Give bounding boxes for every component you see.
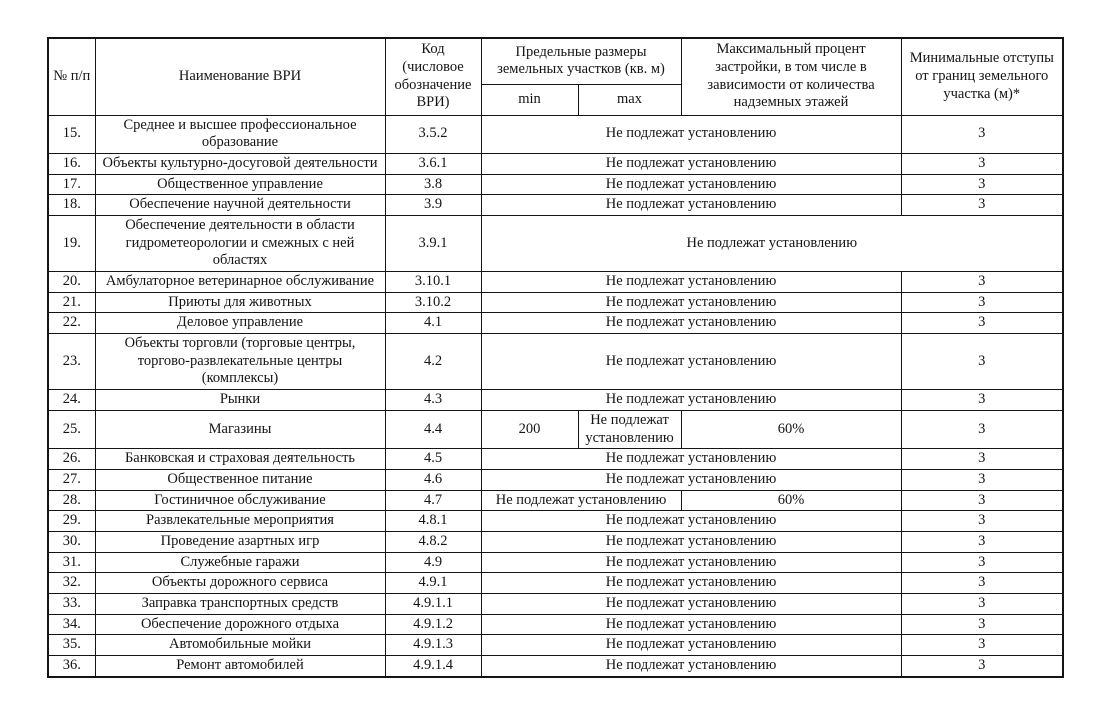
table-row [48,656,1063,677]
value-cell: 3 [901,410,1063,448]
value-cell: 3 [901,635,1063,656]
vri-name-cell: Приюты для животных [95,292,385,313]
vri-name-cell: Среднее и высшее профессиональное образование [95,115,385,153]
value-cell: Не подлежат установлению [481,449,901,470]
value-cell: Не подлежат установлению [481,656,901,677]
row-number-cell: 17. [48,174,95,195]
table-row [48,215,1063,271]
table-row [48,614,1063,635]
header-min-setback: Минимальные отступы от границ земельного участка (м)* [901,38,1063,115]
row-number-cell: 24. [48,390,95,411]
row-number-cell: 27. [48,469,95,490]
vri-parameters-table [47,37,1064,678]
vri-name-cell: Обеспечение деятельности в области гидрометеорологии и смежных с ней областях [95,215,385,271]
value-cell: Не подлежат установлению [481,531,901,552]
table-row [48,195,1063,216]
value-cell: 3 [901,272,1063,293]
vri-name-cell: Ремонт автомобилей [95,656,385,677]
table-row [48,531,1063,552]
vri-name-cell: Объекты дорожного сервиса [95,573,385,594]
row-number-cell: 36. [48,656,95,677]
table-header [48,38,1063,115]
code-cell: 4.9.1.4 [385,656,481,677]
table-row [48,449,1063,470]
table-row [48,635,1063,656]
vri-name-cell: Обеспечение дорожного отдыха [95,614,385,635]
row-number-cell: 29. [48,511,95,532]
table-row [48,552,1063,573]
header-code: Код (числовое обозначение ВРИ) [385,38,481,115]
header-plot-size-group: Предельные размеры земельных участков (кв. м) [481,38,681,84]
value-cell: Не подлежат установлению [481,215,1063,271]
code-cell: 3.5.2 [385,115,481,153]
row-number-cell: 28. [48,490,95,511]
code-cell: 3.8 [385,174,481,195]
vri-name-cell: Общественное управление [95,174,385,195]
code-cell: 4.3 [385,390,481,411]
value-cell: Не подлежат установлению [481,174,901,195]
vri-name-cell: Гостиничное обслуживание [95,490,385,511]
vri-name-cell: Рынки [95,390,385,411]
code-cell: 4.9 [385,552,481,573]
value-cell: 3 [901,174,1063,195]
vri-name-cell: Объекты культурно-досуговой деятельности [95,153,385,174]
code-cell: 4.2 [385,334,481,390]
table-row [48,490,1063,511]
code-cell: 4.6 [385,469,481,490]
row-number-cell: 35. [48,635,95,656]
row-number-cell: 23. [48,334,95,390]
code-cell: 4.9.1 [385,573,481,594]
value-cell: 3 [901,573,1063,594]
table-row [48,511,1063,532]
vri-name-cell: Деловое управление [95,313,385,334]
vri-name-cell: Магазины [95,410,385,448]
value-cell: 200 [481,410,578,448]
value-cell: Не подлежат установлению [481,469,901,490]
value-cell: Не подлежат установлению [481,511,901,532]
value-cell: 3 [901,292,1063,313]
value-cell: 3 [901,390,1063,411]
value-cell: Не подлежат установлению [481,390,901,411]
row-number-cell: 25. [48,410,95,448]
row-number-cell: 21. [48,292,95,313]
table-row [48,174,1063,195]
vri-name-cell: Общественное питание [95,469,385,490]
value-cell: 60% [681,410,901,448]
row-number-cell: 33. [48,594,95,615]
table-row [48,594,1063,615]
code-cell: 3.6.1 [385,153,481,174]
vri-name-cell: Развлекательные мероприятия [95,511,385,532]
value-cell: 3 [901,449,1063,470]
header-max: max [578,84,681,115]
value-cell: Не подлежат установлению [481,272,901,293]
row-number-cell: 30. [48,531,95,552]
code-cell: 4.4 [385,410,481,448]
row-number-cell: 19. [48,215,95,271]
code-cell: 4.1 [385,313,481,334]
table-body [48,115,1063,677]
value-cell: 3 [901,313,1063,334]
value-cell: 3 [901,115,1063,153]
table-row [48,410,1063,448]
vri-name-cell: Автомобильные мойки [95,635,385,656]
row-number-cell: 16. [48,153,95,174]
value-cell: Не подлежат установлению [481,313,901,334]
header-vri-name: Наименование ВРИ [95,38,385,115]
table-row [48,334,1063,390]
row-number-cell: 20. [48,272,95,293]
value-cell: Не подлежат установлению [481,614,901,635]
value-cell: Не подлежат установлению [481,292,901,313]
table-row [48,153,1063,174]
table-row [48,573,1063,594]
value-cell: 3 [901,656,1063,677]
value-cell: 60% [681,490,901,511]
value-cell: Не подлежат установлению [578,410,681,448]
table-row [48,469,1063,490]
value-cell: 3 [901,594,1063,615]
value-cell: 3 [901,490,1063,511]
header-min: min [481,84,578,115]
table-row [48,272,1063,293]
row-number-cell: 32. [48,573,95,594]
vri-name-cell: Проведение азартных игр [95,531,385,552]
value-cell: 3 [901,195,1063,216]
code-cell: 4.9.1.3 [385,635,481,656]
row-number-cell: 18. [48,195,95,216]
header-max-build-percent: Максимальный процент застройки, в том числе в зависимости от количества надземных этажей [681,38,901,115]
value-cell: 3 [901,531,1063,552]
value-cell: 3 [901,469,1063,490]
code-cell: 4.7 [385,490,481,511]
code-cell: 4.5 [385,449,481,470]
row-number-cell: 15. [48,115,95,153]
value-cell: Не подлежат установлению [481,594,901,615]
value-cell: Не подлежат установлению [481,635,901,656]
vri-name-cell: Обеспечение научной деятельности [95,195,385,216]
vri-name-cell: Амбулаторное ветеринарное обслуживание [95,272,385,293]
vri-name-cell: Заправка транспортных средств [95,594,385,615]
value-cell: 3 [901,153,1063,174]
header-row-top [48,38,1063,84]
row-number-cell: 34. [48,614,95,635]
table-row [48,115,1063,153]
value-cell: Не подлежат установлению [481,153,901,174]
table-row [48,292,1063,313]
row-number-cell: 22. [48,313,95,334]
table-row [48,390,1063,411]
code-cell: 4.8.2 [385,531,481,552]
row-number-cell: 31. [48,552,95,573]
vri-name-cell: Объекты торговли (торговые центры, торгово-развлекательные центры (комплексы) [95,334,385,390]
value-cell: Не подлежат установлению [481,334,901,390]
code-cell: 4.8.1 [385,511,481,532]
value-cell: Не подлежат установлению [481,552,901,573]
vri-name-cell: Служебные гаражи [95,552,385,573]
table-row [48,313,1063,334]
vri-name-cell: Банковская и страховая деятельность [95,449,385,470]
value-cell: 3 [901,552,1063,573]
value-cell: 3 [901,511,1063,532]
code-cell: 3.9.1 [385,215,481,271]
header-row-number: № п/п [48,38,95,115]
code-cell: 4.9.1.2 [385,614,481,635]
value-cell: Не подлежат установлению [481,195,901,216]
value-cell: Не подлежат установлению [481,490,681,511]
code-cell: 3.10.1 [385,272,481,293]
code-cell: 4.9.1.1 [385,594,481,615]
value-cell: Не подлежат установлению [481,573,901,594]
value-cell: Не подлежат установлению [481,115,901,153]
code-cell: 3.9 [385,195,481,216]
code-cell: 3.10.2 [385,292,481,313]
value-cell: 3 [901,614,1063,635]
value-cell: 3 [901,334,1063,390]
row-number-cell: 26. [48,449,95,470]
